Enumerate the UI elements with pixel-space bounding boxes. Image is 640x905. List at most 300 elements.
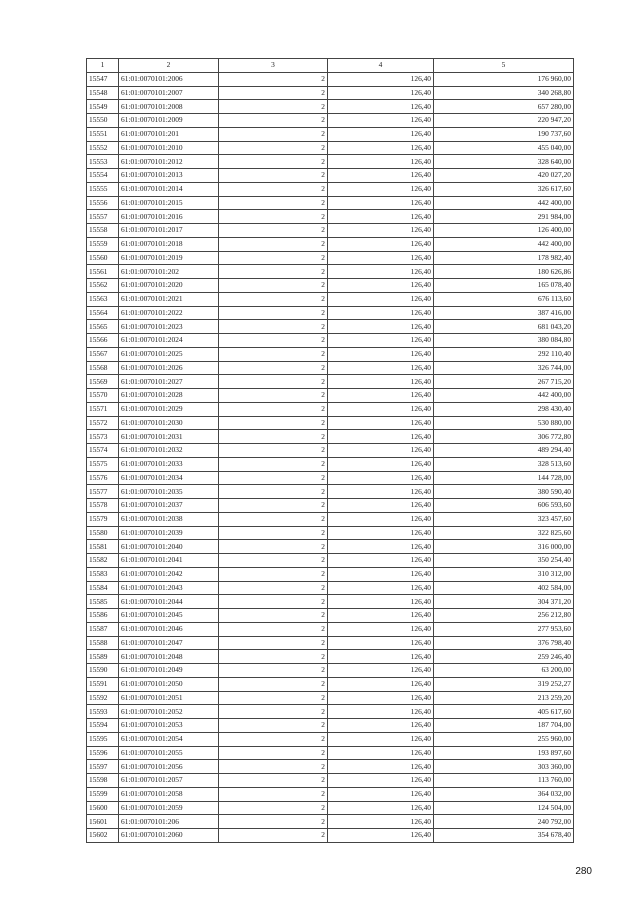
area-cell: 126,40 (328, 746, 434, 760)
cadastral-number-cell: 61:01:0070101:2028 (119, 389, 219, 403)
value-cell: 442 400,00 (434, 389, 574, 403)
count-cell: 2 (219, 306, 328, 320)
table-row (87, 141, 574, 155)
row-number-cell: 15582 (87, 554, 119, 568)
count-cell: 2 (219, 540, 328, 554)
area-cell: 126,40 (328, 320, 434, 334)
cadastral-number-cell: 61:01:0070101:2025 (119, 347, 219, 361)
value-cell: 165 078,40 (434, 279, 574, 293)
value-cell: 292 110,40 (434, 347, 574, 361)
value-cell: 306 772,80 (434, 430, 574, 444)
value-cell: 328 513,60 (434, 457, 574, 471)
row-number-cell: 15566 (87, 334, 119, 348)
row-number-cell: 15586 (87, 609, 119, 623)
table-row (87, 719, 574, 733)
column-header-1: 1 (87, 59, 119, 73)
count-cell: 2 (219, 430, 328, 444)
count-cell: 2 (219, 636, 328, 650)
value-cell: 220 947,20 (434, 114, 574, 128)
cadastral-number-cell: 61:01:0070101:2058 (119, 787, 219, 801)
value-cell: 190 737,60 (434, 127, 574, 141)
count-cell: 2 (219, 169, 328, 183)
cadastral-number-cell: 61:01:0070101:2057 (119, 774, 219, 788)
count-cell: 2 (219, 801, 328, 815)
value-cell: 323 457,60 (434, 512, 574, 526)
table-row (87, 499, 574, 513)
table-row (87, 554, 574, 568)
cadastral-number-cell: 61:01:0070101:2038 (119, 512, 219, 526)
count-cell: 2 (219, 691, 328, 705)
row-number-cell: 15551 (87, 127, 119, 141)
value-cell: 187 704,00 (434, 719, 574, 733)
cadastral-number-cell: 61:01:0070101:2008 (119, 100, 219, 114)
cadastral-number-cell: 61:01:0070101:2023 (119, 320, 219, 334)
table-row (87, 361, 574, 375)
area-cell: 126,40 (328, 375, 434, 389)
row-number-cell: 15573 (87, 430, 119, 444)
count-cell: 2 (219, 471, 328, 485)
area-cell: 126,40 (328, 402, 434, 416)
table-row (87, 664, 574, 678)
row-number-cell: 15554 (87, 169, 119, 183)
area-cell: 126,40 (328, 416, 434, 430)
area-cell: 126,40 (328, 182, 434, 196)
value-cell: 291 984,00 (434, 210, 574, 224)
value-cell: 180 626,86 (434, 265, 574, 279)
table-row (87, 155, 574, 169)
count-cell: 2 (219, 595, 328, 609)
area-cell: 126,40 (328, 237, 434, 251)
count-cell: 2 (219, 416, 328, 430)
value-cell: 681 043,20 (434, 320, 574, 334)
value-cell: 405 617,60 (434, 705, 574, 719)
row-number-cell: 15601 (87, 815, 119, 829)
area-cell: 126,40 (328, 306, 434, 320)
count-cell: 2 (219, 815, 328, 829)
area-cell: 126,40 (328, 664, 434, 678)
table-row (87, 746, 574, 760)
area-cell: 126,40 (328, 210, 434, 224)
cadastral-number-cell: 61:01:0070101:2020 (119, 279, 219, 293)
count-cell: 2 (219, 210, 328, 224)
area-cell: 126,40 (328, 774, 434, 788)
cadastral-number-cell: 61:01:0070101:2044 (119, 595, 219, 609)
table-row (87, 402, 574, 416)
cadastral-number-cell: 61:01:0070101:2045 (119, 609, 219, 623)
table-row (87, 774, 574, 788)
cadastral-number-cell: 61:01:0070101:2033 (119, 457, 219, 471)
area-cell: 126,40 (328, 251, 434, 265)
table-row (87, 430, 574, 444)
count-cell: 2 (219, 224, 328, 238)
cadastral-number-cell: 61:01:0070101:2007 (119, 86, 219, 100)
count-cell: 2 (219, 361, 328, 375)
value-cell: 420 027,20 (434, 169, 574, 183)
area-cell: 126,40 (328, 100, 434, 114)
row-number-cell: 15572 (87, 416, 119, 430)
cadastral-number-cell: 61:01:0070101:2016 (119, 210, 219, 224)
cadastral-number-cell: 61:01:0070101:2014 (119, 182, 219, 196)
value-cell: 387 416,00 (434, 306, 574, 320)
row-number-cell: 15564 (87, 306, 119, 320)
count-cell: 2 (219, 526, 328, 540)
cadastral-number-cell: 61:01:0070101:2054 (119, 732, 219, 746)
table-row (87, 196, 574, 210)
count-cell: 2 (219, 829, 328, 843)
cadastral-number-cell: 61:01:0070101:2021 (119, 292, 219, 306)
value-cell: 255 960,00 (434, 732, 574, 746)
row-number-cell: 15574 (87, 444, 119, 458)
cadastral-number-cell: 61:01:0070101:2030 (119, 416, 219, 430)
table-row (87, 210, 574, 224)
value-cell: 657 280,00 (434, 100, 574, 114)
row-number-cell: 15568 (87, 361, 119, 375)
cadastral-number-cell: 61:01:0070101:2034 (119, 471, 219, 485)
value-cell: 144 728,00 (434, 471, 574, 485)
value-cell: 364 032,00 (434, 787, 574, 801)
cadastral-number-cell: 61:01:0070101:2046 (119, 622, 219, 636)
area-cell: 126,40 (328, 292, 434, 306)
cadastral-number-cell: 61:01:0070101:2024 (119, 334, 219, 348)
row-number-cell: 15581 (87, 540, 119, 554)
count-cell: 2 (219, 774, 328, 788)
table-row (87, 416, 574, 430)
row-number-cell: 15555 (87, 182, 119, 196)
value-cell: 326 744,00 (434, 361, 574, 375)
row-number-cell: 15600 (87, 801, 119, 815)
value-cell: 489 294,40 (434, 444, 574, 458)
value-cell: 256 212,80 (434, 609, 574, 623)
area-cell: 126,40 (328, 677, 434, 691)
row-number-cell: 15562 (87, 279, 119, 293)
cadastral-value-table (86, 58, 574, 843)
area-cell: 126,40 (328, 622, 434, 636)
cadastral-number-cell: 61:01:0070101:2050 (119, 677, 219, 691)
area-cell: 126,40 (328, 636, 434, 650)
count-cell: 2 (219, 375, 328, 389)
value-cell: 322 825,60 (434, 526, 574, 540)
count-cell: 2 (219, 141, 328, 155)
count-cell: 2 (219, 402, 328, 416)
row-number-cell: 15594 (87, 719, 119, 733)
area-cell: 126,40 (328, 691, 434, 705)
row-number-cell: 15548 (87, 86, 119, 100)
table-row (87, 182, 574, 196)
row-number-cell: 15570 (87, 389, 119, 403)
area-cell: 126,40 (328, 526, 434, 540)
cadastral-number-cell: 61:01:0070101:2031 (119, 430, 219, 444)
count-cell: 2 (219, 334, 328, 348)
cadastral-number-cell: 61:01:0070101:2032 (119, 444, 219, 458)
count-cell: 2 (219, 127, 328, 141)
row-number-cell: 15585 (87, 595, 119, 609)
table-row (87, 127, 574, 141)
table-row (87, 114, 574, 128)
row-number-cell: 15567 (87, 347, 119, 361)
row-number-cell: 15569 (87, 375, 119, 389)
row-number-cell: 15565 (87, 320, 119, 334)
cadastral-number-cell: 61:01:0070101:2035 (119, 485, 219, 499)
count-cell: 2 (219, 389, 328, 403)
row-number-cell: 15576 (87, 471, 119, 485)
value-cell: 277 953,60 (434, 622, 574, 636)
table-row (87, 237, 574, 251)
table-row (87, 622, 574, 636)
count-cell: 2 (219, 567, 328, 581)
value-cell: 328 640,00 (434, 155, 574, 169)
table-row (87, 760, 574, 774)
table-row (87, 224, 574, 238)
count-cell: 2 (219, 155, 328, 169)
area-cell: 126,40 (328, 540, 434, 554)
row-number-cell: 15560 (87, 251, 119, 265)
cadastral-number-cell: 61:01:0070101:2049 (119, 664, 219, 678)
area-cell: 126,40 (328, 581, 434, 595)
row-number-cell: 15553 (87, 155, 119, 169)
table-row (87, 169, 574, 183)
cadastral-number-cell: 61:01:0070101:2009 (119, 114, 219, 128)
count-cell: 2 (219, 279, 328, 293)
row-number-cell: 15587 (87, 622, 119, 636)
value-cell: 240 792,00 (434, 815, 574, 829)
value-cell: 298 430,40 (434, 402, 574, 416)
table-row (87, 457, 574, 471)
count-cell: 2 (219, 347, 328, 361)
cadastral-number-cell: 61:01:0070101:2051 (119, 691, 219, 705)
area-cell: 126,40 (328, 196, 434, 210)
area-cell: 126,40 (328, 554, 434, 568)
area-cell: 126,40 (328, 430, 434, 444)
area-cell: 126,40 (328, 72, 434, 86)
count-cell: 2 (219, 237, 328, 251)
area-cell: 126,40 (328, 279, 434, 293)
cadastral-number-cell: 61:01:0070101:202 (119, 265, 219, 279)
count-cell: 2 (219, 182, 328, 196)
table-row (87, 279, 574, 293)
cadastral-number-cell: 61:01:0070101:2059 (119, 801, 219, 815)
value-cell: 124 504,00 (434, 801, 574, 815)
row-number-cell: 15598 (87, 774, 119, 788)
row-number-cell: 15595 (87, 732, 119, 746)
count-cell: 2 (219, 86, 328, 100)
cadastral-number-cell: 61:01:0070101:2012 (119, 155, 219, 169)
area-cell: 126,40 (328, 499, 434, 513)
value-cell: 126 400,00 (434, 224, 574, 238)
value-cell: 303 360,00 (434, 760, 574, 774)
row-number-cell: 15577 (87, 485, 119, 499)
count-cell: 2 (219, 100, 328, 114)
cadastral-number-cell: 61:01:0070101:2060 (119, 829, 219, 843)
value-cell: 178 982,40 (434, 251, 574, 265)
row-number-cell: 15592 (87, 691, 119, 705)
table-row (87, 86, 574, 100)
count-cell: 2 (219, 554, 328, 568)
cadastral-number-cell: 61:01:0070101:2026 (119, 361, 219, 375)
table-row (87, 306, 574, 320)
column-header-2: 2 (119, 59, 219, 73)
area-cell: 126,40 (328, 567, 434, 581)
table-row (87, 691, 574, 705)
table-row (87, 334, 574, 348)
value-cell: 455 040,00 (434, 141, 574, 155)
value-cell: 380 084,80 (434, 334, 574, 348)
cadastral-number-cell: 61:01:0070101:2017 (119, 224, 219, 238)
cadastral-number-cell: 61:01:0070101:2013 (119, 169, 219, 183)
column-header-5: 5 (434, 59, 574, 73)
table-row (87, 389, 574, 403)
value-cell: 176 960,00 (434, 72, 574, 86)
area-cell: 126,40 (328, 471, 434, 485)
row-number-cell: 15561 (87, 265, 119, 279)
row-number-cell: 15580 (87, 526, 119, 540)
area-cell: 126,40 (328, 485, 434, 499)
table-row (87, 485, 574, 499)
area-cell: 126,40 (328, 719, 434, 733)
table-header-row (87, 59, 574, 73)
table-row (87, 251, 574, 265)
area-cell: 126,40 (328, 815, 434, 829)
row-number-cell: 15602 (87, 829, 119, 843)
area-cell: 126,40 (328, 224, 434, 238)
area-cell: 126,40 (328, 114, 434, 128)
area-cell: 126,40 (328, 595, 434, 609)
value-cell: 442 400,00 (434, 237, 574, 251)
area-cell: 126,40 (328, 347, 434, 361)
row-number-cell: 15556 (87, 196, 119, 210)
value-cell: 402 584,00 (434, 581, 574, 595)
cadastral-number-cell: 61:01:0070101:2052 (119, 705, 219, 719)
cadastral-number-cell: 61:01:0070101:2022 (119, 306, 219, 320)
value-cell: 259 246,40 (434, 650, 574, 664)
cadastral-number-cell: 61:01:0070101:2039 (119, 526, 219, 540)
value-cell: 213 259,20 (434, 691, 574, 705)
page-number: 280 (575, 866, 592, 877)
value-cell: 442 400,00 (434, 196, 574, 210)
row-number-cell: 15588 (87, 636, 119, 650)
table-row (87, 540, 574, 554)
area-cell: 126,40 (328, 457, 434, 471)
count-cell: 2 (219, 72, 328, 86)
cadastral-number-cell: 61:01:0070101:2029 (119, 402, 219, 416)
row-number-cell: 15578 (87, 499, 119, 513)
cadastral-number-cell: 61:01:0070101:201 (119, 127, 219, 141)
value-cell: 606 593,60 (434, 499, 574, 513)
cadastral-number-cell: 61:01:0070101:2043 (119, 581, 219, 595)
table-row (87, 705, 574, 719)
count-cell: 2 (219, 265, 328, 279)
count-cell: 2 (219, 114, 328, 128)
row-number-cell: 15590 (87, 664, 119, 678)
area-cell: 126,40 (328, 334, 434, 348)
count-cell: 2 (219, 457, 328, 471)
value-cell: 350 254,40 (434, 554, 574, 568)
table-row (87, 444, 574, 458)
cadastral-number-cell: 61:01:0070101:2006 (119, 72, 219, 86)
table-row (87, 526, 574, 540)
value-cell: 193 897,60 (434, 746, 574, 760)
row-number-cell: 15550 (87, 114, 119, 128)
value-cell: 304 371,20 (434, 595, 574, 609)
area-cell: 126,40 (328, 169, 434, 183)
cadastral-number-cell: 61:01:0070101:2055 (119, 746, 219, 760)
table-row (87, 347, 574, 361)
count-cell: 2 (219, 292, 328, 306)
count-cell: 2 (219, 677, 328, 691)
row-number-cell: 15557 (87, 210, 119, 224)
row-number-cell: 15579 (87, 512, 119, 526)
column-header-4: 4 (328, 59, 434, 73)
table-row (87, 815, 574, 829)
area-cell: 126,40 (328, 760, 434, 774)
count-cell: 2 (219, 251, 328, 265)
table-row (87, 567, 574, 581)
table-row (87, 595, 574, 609)
row-number-cell: 15597 (87, 760, 119, 774)
table-row (87, 265, 574, 279)
cadastral-number-cell: 61:01:0070101:2056 (119, 760, 219, 774)
table-row (87, 609, 574, 623)
table-row (87, 292, 574, 306)
cadastral-number-cell: 61:01:0070101:2041 (119, 554, 219, 568)
area-cell: 126,40 (328, 127, 434, 141)
count-cell: 2 (219, 622, 328, 636)
row-number-cell: 15596 (87, 746, 119, 760)
table-row (87, 100, 574, 114)
table-row (87, 72, 574, 86)
cadastral-number-cell: 61:01:0070101:2047 (119, 636, 219, 650)
table-row (87, 787, 574, 801)
count-cell: 2 (219, 705, 328, 719)
row-number-cell: 15547 (87, 72, 119, 86)
cadastral-number-cell: 61:01:0070101:2048 (119, 650, 219, 664)
value-cell: 530 880,00 (434, 416, 574, 430)
row-number-cell: 15552 (87, 141, 119, 155)
count-cell: 2 (219, 320, 328, 334)
value-cell: 676 113,60 (434, 292, 574, 306)
area-cell: 126,40 (328, 787, 434, 801)
table-row (87, 636, 574, 650)
value-cell: 354 678,40 (434, 829, 574, 843)
count-cell: 2 (219, 444, 328, 458)
area-cell: 126,40 (328, 650, 434, 664)
row-number-cell: 15571 (87, 402, 119, 416)
area-cell: 126,40 (328, 444, 434, 458)
table-row (87, 375, 574, 389)
value-cell: 267 715,20 (434, 375, 574, 389)
row-number-cell: 15591 (87, 677, 119, 691)
table-row (87, 732, 574, 746)
area-cell: 126,40 (328, 801, 434, 815)
count-cell: 2 (219, 485, 328, 499)
area-cell: 126,40 (328, 732, 434, 746)
table-row (87, 471, 574, 485)
value-cell: 326 617,60 (434, 182, 574, 196)
count-cell: 2 (219, 746, 328, 760)
column-header-3: 3 (219, 59, 328, 73)
table-row (87, 801, 574, 815)
area-cell: 126,40 (328, 829, 434, 843)
row-number-cell: 15575 (87, 457, 119, 471)
value-cell: 113 760,00 (434, 774, 574, 788)
area-cell: 126,40 (328, 265, 434, 279)
cadastral-number-cell: 61:01:0070101:2042 (119, 567, 219, 581)
area-cell: 126,40 (328, 361, 434, 375)
table-row (87, 650, 574, 664)
count-cell: 2 (219, 732, 328, 746)
cadastral-number-cell: 61:01:0070101:2037 (119, 499, 219, 513)
row-number-cell: 15583 (87, 567, 119, 581)
table-row (87, 320, 574, 334)
